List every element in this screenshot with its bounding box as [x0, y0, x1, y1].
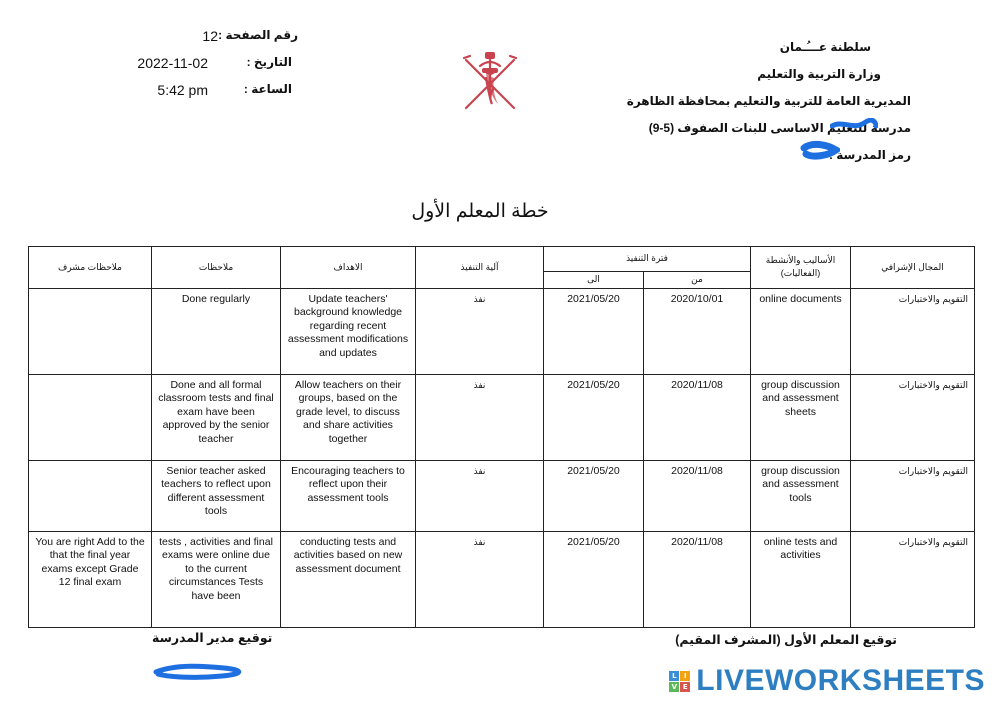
directorate-name: المديرية العامة للتربية والتعليم بمحافظة الظاهرة: [626, 94, 911, 108]
mechanism-cell: نفذ: [416, 288, 544, 374]
col-field: المجال الإشرافي: [851, 247, 975, 289]
liveworksheets-logo: [669, 664, 985, 698]
methods-cell: group discussion and assessment tools: [751, 460, 851, 531]
brand-name: LIVEWORKSHEETS: [696, 664, 985, 697]
to-date-cell: 2021/05/20: [544, 374, 644, 460]
mechanism-cell: نفذ: [416, 374, 544, 460]
goals-cell: Allow teachers on their groups, based on the grade level, to discuss and share activities together: [281, 374, 416, 460]
supervisor-notes-cell: You are right Add to the that the final year exams except Grade 12 final exam: [29, 531, 152, 627]
date-label: التاريخ :: [246, 55, 292, 69]
to-date-cell: 2021/05/20: [544, 288, 644, 374]
col-to: الى: [544, 272, 644, 289]
notes-cell: Done and all formal classroom tests and final exam have been approved by the senior teacher: [152, 374, 281, 460]
redaction-mark: [830, 118, 878, 132]
principal-signature-label: توقيع مدير المدرسة: [152, 631, 273, 645]
notes-cell: tests , activities and final exams were online due to the current circumstances Tests have been: [152, 531, 281, 627]
from-date-cell: 2020/11/08: [644, 374, 751, 460]
goals-cell: Update teachers' background knowledge regarding recent assessment modifications and updates: [281, 288, 416, 374]
col-period: فترة التنفيذ: [544, 247, 751, 272]
table-row: [29, 460, 975, 531]
supervisor-notes-cell: [29, 374, 152, 460]
goals-cell: conducting tests and activities based on new assessment document: [281, 531, 416, 627]
supervisor-notes-cell: [29, 460, 152, 531]
time-value: 5:42 pm: [157, 82, 208, 98]
table-row: [29, 531, 975, 627]
methods-cell: online tests and activities: [751, 531, 851, 627]
school-name: مدرسة للتعليم الاساسى للبنات الصفوف (5-9): [648, 121, 911, 135]
field-cell: التقويم والاختبارات: [851, 374, 975, 460]
from-date-cell: 2020/11/08: [644, 531, 751, 627]
col-goals: الاهداف: [281, 247, 416, 289]
from-date-cell: 2020/10/01: [644, 288, 751, 374]
time-label: الساعة :: [243, 82, 292, 96]
notes-cell: Done regularly: [152, 288, 281, 374]
logo-tiles-icon: L I V E: [669, 671, 690, 692]
col-supervisor-notes: ملاحظات مشرف: [29, 247, 152, 289]
methods-cell: group discussion and assessment sheets: [751, 374, 851, 460]
col-from: من: [644, 272, 751, 289]
notes-cell: Senior teacher asked teachers to reflect upon different assessment tools: [152, 460, 281, 531]
from-date-cell: 2020/11/08: [644, 460, 751, 531]
table-row: [29, 374, 975, 460]
page-number-label: رقم الصفحة :: [218, 28, 298, 42]
page-number: 12: [202, 28, 218, 44]
country-name: سلطنة عـــُـمان: [779, 40, 871, 54]
field-cell: التقويم والاختبارات: [851, 288, 975, 374]
supervisor-notes-cell: [29, 288, 152, 374]
mechanism-cell: نفذ: [416, 460, 544, 531]
to-date-cell: 2021/05/20: [544, 531, 644, 627]
school-code-label: رمز المدرسة :: [828, 148, 911, 162]
col-notes: ملاحظات: [152, 247, 281, 289]
field-cell: التقويم والاختبارات: [851, 531, 975, 627]
senior-teacher-signature-label: توقيع المعلم الأول (المشرف المقيم): [675, 633, 897, 647]
field-cell: التقويم والاختبارات: [851, 460, 975, 531]
col-methods: الأساليب والأنشطة (الفعاليات): [751, 247, 851, 289]
to-date-cell: 2021/05/20: [544, 460, 644, 531]
col-mechanism: آلية التنفيذ: [416, 247, 544, 289]
page-info: [100, 28, 310, 109]
national-emblem-icon: [458, 48, 522, 114]
redaction-mark: [800, 140, 840, 162]
redaction-mark: [152, 662, 248, 680]
date-value: 2022-11-02: [137, 55, 208, 71]
table-row: [29, 288, 975, 374]
mechanism-cell: نفذ: [416, 531, 544, 627]
goals-cell: Encouraging teachers to reflect upon their assessment tools: [281, 460, 416, 531]
school-header: [627, 34, 911, 169]
page-title: خطة المعلم الأول: [411, 201, 549, 222]
plan-table: [28, 246, 975, 628]
ministry-name: وزارة التربية والتعليم: [757, 67, 881, 81]
methods-cell: online documents: [751, 288, 851, 374]
